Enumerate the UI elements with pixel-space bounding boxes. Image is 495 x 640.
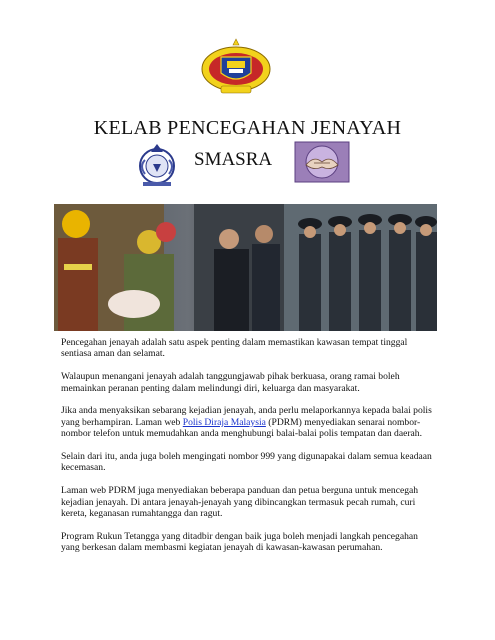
paragraph-3 (61, 405, 433, 439)
paragraph-2: Walaupun menangani jenayah adalah tanggungjawab pihak berkuasa, orang ramai boleh memainkan peranan penting dalam melindungi diri, keluarga dan masyarakat. (61, 371, 400, 394)
page-title: KELAB PENCEGAHAN JENAYAH (93, 117, 402, 139)
school-crest-icon (199, 37, 273, 97)
pdrm-link[interactable]: Polis Diraja Malaysia (182, 416, 266, 428)
handshake-emblem-icon (294, 141, 350, 183)
paragraph-5: Laman web PDRM juga menyediakan beberapa panduan dan petua berguna untuk mencegah kejadian jenayah. Di antara jenayah-jenayah yang dibincangkan termasuk pecah rumah, curi kereta, keganasan rumahtangga dan ragut. (61, 485, 419, 520)
polis-diraja-crest-icon (131, 140, 183, 188)
paragraph-3-text-a: Jika anda menyaksikan sebarang kejadian jenayah, anda perlu melaporkannya kepada balai polis yang berhampiran. Laman web (61, 405, 432, 428)
paragraph-3-text-b: (PDRM) menyediakan senarai nombor-nombor telefon untuk memudahkan anda menghubungi balai-balai polis tempatan dan daerah. (61, 416, 422, 440)
paragraph-6: Program Rukun Tetangga yang ditadbir dengan baik juga boleh menjadi langkah pencegahan yang berkesan dalam membasmi kegiatan jenayah di kawasan-kawasan perumahan. (61, 530, 418, 554)
paragraph-1: Pencegahan jenayah adalah satu aspek penting dalam memastikan kawasan tempat tinggal sentiasa aman dan selamat. (61, 337, 408, 360)
article-body (61, 337, 433, 565)
paragraph-4: Selain dari itu, anda juga boleh mengingati nombor 999 yang digunapakai dalam semua keadaan kecemasan. (61, 451, 432, 474)
page-subtitle: SMASRA (194, 149, 273, 170)
police-photo-banner (54, 204, 437, 331)
